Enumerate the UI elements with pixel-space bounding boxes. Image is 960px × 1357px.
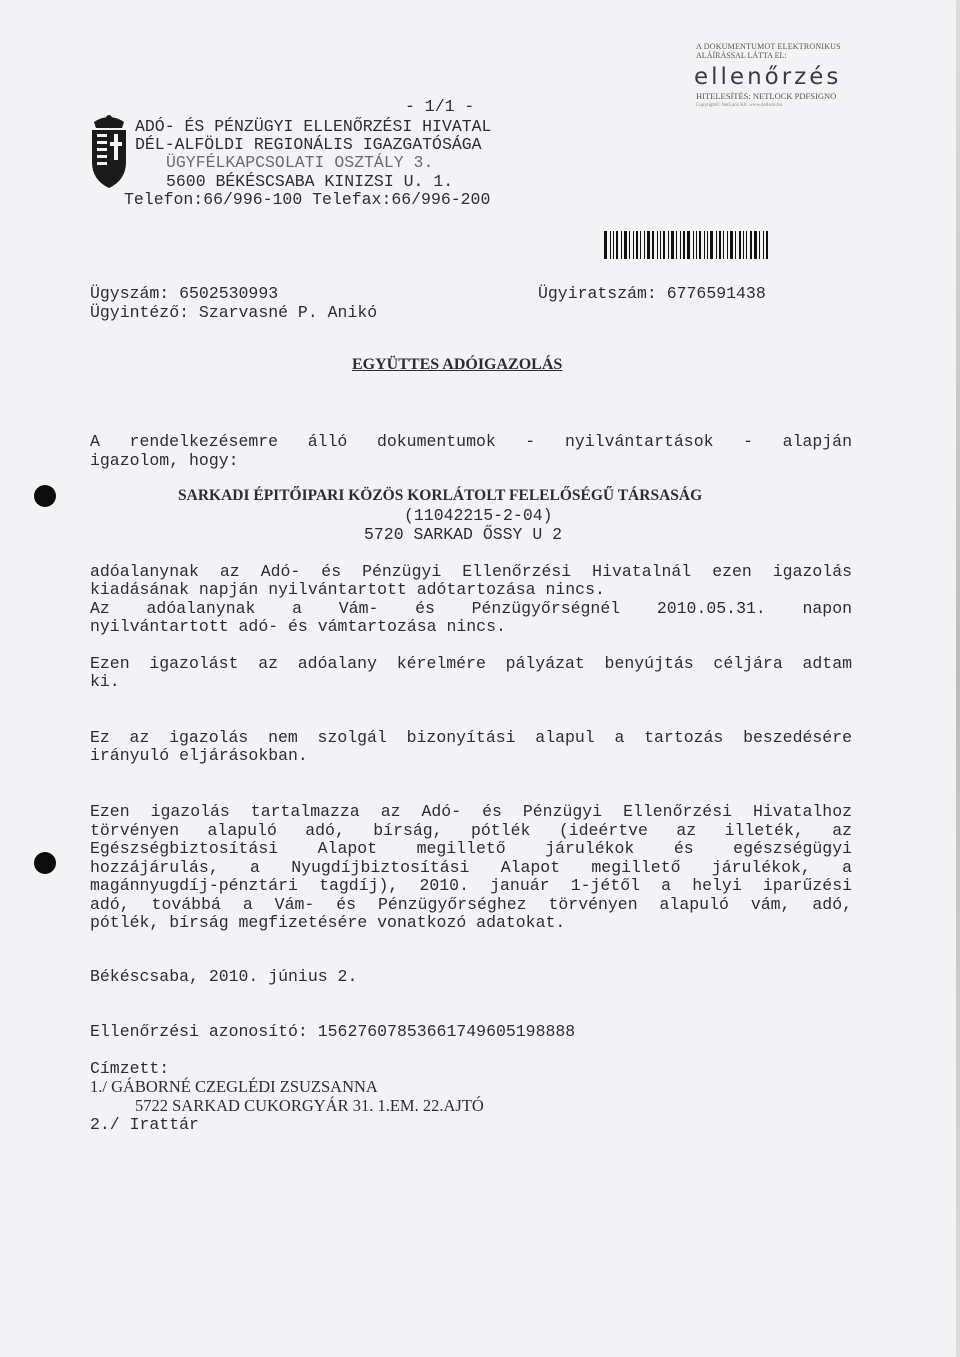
office-phone: Telefon:66/996-100 Telefax:66/996-200: [124, 190, 491, 209]
page-edge: [956, 0, 960, 1357]
barcode-bar: [719, 231, 721, 259]
barcode-bar: [735, 231, 736, 259]
barcode-bar: [610, 231, 611, 259]
punch-hole-bottom: [34, 852, 56, 874]
barcode-bar: [759, 231, 760, 259]
barcode-bar: [644, 231, 645, 259]
document-title: EGYÜTTES ADÓIGAZOLÁS: [352, 356, 563, 373]
para3-line-1: Ez az igazolás nem szolgál bizonyítási alapul a tartozás beszedésére: [90, 728, 852, 747]
case-officer: Ügyintéző: Szarvasné P. Anikó: [90, 303, 378, 322]
company-address: 5720 SARKAD ŐSSY U 2: [364, 525, 563, 544]
recipient-2: 2./ Irattár: [90, 1115, 199, 1134]
office-address: 5600 BÉKÉSCSABA KINIZSI U. 1.: [166, 172, 454, 191]
para1-line-2: kiadásának napján nyilvántartott adótartozása nincs.: [90, 580, 605, 599]
intro-line-2: igazolom, hogy:: [90, 451, 239, 470]
barcode-bar: [633, 231, 634, 259]
case-number: Ügyszám: 6502530993: [90, 284, 279, 303]
para4-line-2: törvényen alapuló adó, bírság, pótlék (ideértve az illeték, az: [90, 821, 852, 840]
para1-line-1: adóalanynak az Adó- és Pénzügyi Ellenőrzési Hivatalnál ezen igazolás: [90, 562, 852, 581]
barcode-bar: [657, 231, 658, 259]
barcode-bar: [668, 231, 669, 259]
company-tax-id: (11042215-2-04): [404, 506, 553, 525]
barcode-bar: [683, 231, 685, 259]
para3-line-2: irányuló eljárásokban.: [90, 746, 308, 765]
stamp-title: ellenőrzés: [694, 64, 842, 90]
intro-line-1: A rendelkezésemre álló dokumentumok - nyilvántartások - alapján: [90, 432, 852, 451]
barcode-bar: [707, 231, 708, 259]
barcode-bar: [730, 231, 733, 259]
barcode-bar: [696, 231, 697, 259]
office-name: ADÓ- ÉS PÉNZÜGYI ELLENŐRZÉSI HIVATAL: [135, 117, 492, 136]
office-region: DÉL-ALFÖLDI REGIONÁLIS IGAZGATÓSÁGA: [135, 135, 482, 154]
stamp-line-3: HITELESÍTÉS: NETLOCK PDFSIGNO: [696, 91, 837, 101]
electronic-signature-stamp: [696, 42, 896, 109]
barcode-bar: [687, 231, 690, 259]
file-number: Ügyiratszám: 6776591438: [538, 284, 766, 303]
barcode-bar: [652, 231, 654, 259]
barcode-bar: [629, 231, 630, 259]
barcode-bar: [647, 231, 650, 259]
barcode-bar: [727, 231, 728, 259]
barcode-bar: [613, 231, 614, 259]
barcode-bar: [746, 231, 747, 259]
recipient-1-address: 5722 SARKAD CUKORGYÁR 31. 1.EM. 22.AJTÓ: [135, 1096, 484, 1115]
barcode-bar: [739, 231, 741, 259]
para2-line-2: ki.: [90, 672, 120, 691]
recipient-1: 1./ GÁBORNÉ CZEGLÉDI ZSUZSANNA: [90, 1077, 378, 1096]
barcode-bar: [624, 231, 627, 259]
barcode-bar: [699, 231, 701, 259]
stamp-line-2: ALÁÍRÁSSAL LÁTTA EL:: [696, 51, 787, 60]
company-name: SARKADI ÉPITŐIPARI KÖZÖS KORLÁTOLT FELELŐSÉGŰ TÁRSASÁG: [178, 487, 703, 504]
barcode-bar: [766, 231, 768, 259]
barcode-bar: [754, 231, 757, 259]
barcode-bar: [743, 231, 744, 259]
barcode-bar: [616, 231, 618, 259]
barcode-bar: [663, 231, 665, 259]
barcode: [604, 231, 776, 259]
barcode-bar: [680, 231, 681, 259]
stamp-line-1: A DOKUMENTUMOT ELEKTRONIKUS: [696, 42, 841, 51]
barcode-bar: [621, 231, 622, 259]
issue-date: Békéscsaba, 2010. június 2.: [90, 967, 358, 986]
para4-line-4: hozzájárulás, a Nyugdíjbiztosítási Alapot megillető járulékok, a: [90, 858, 852, 877]
para1-line-3: Az adóalanynak a Vám- és Pénzügyőrségnél 2010.05.31. napon: [90, 599, 852, 618]
para4-line-6: adó, továbbá a Vám- és Pénzügyőrséghez törvényen alapuló vám, adó,: [90, 895, 852, 914]
para1-line-4: nyilvántartott adó- és vámtartozása nincs.: [90, 617, 506, 636]
barcode-bar: [604, 231, 607, 259]
barcode-bar: [716, 231, 717, 259]
barcode-bar: [676, 231, 677, 259]
barcode-bar: [763, 231, 764, 259]
para2-line-1: Ezen igazolást az adóalany kérelmére pályázat benyújtás céljára adtam: [90, 654, 852, 673]
punch-hole-top: [34, 485, 56, 507]
coat-of-arms-icon: [88, 112, 130, 190]
barcode-bar: [636, 231, 638, 259]
barcode-bar: [660, 231, 661, 259]
para4-line-5: magánnyugdíj-pénztári tagdíj), 2010. január 1-jétől a helyi iparűzési: [90, 876, 852, 895]
para4-line-3: Egészségbiztosítási Alapot megillető járulékok és egészségügyi: [90, 839, 852, 858]
barcode-bar: [723, 231, 724, 259]
para4-line-1: Ezen igazolás tartalmazza az Adó- és Pénzügyi Ellenőrzési Hivatalhoz: [90, 802, 852, 821]
office-department: ÜGYFÉLKAPCSOLATI OSZTÁLY 3.: [166, 153, 434, 172]
check-id: Ellenőrzési azonosító: 15627607853661749605198888: [90, 1022, 576, 1041]
page-number: - 1/1 -: [405, 97, 475, 116]
barcode-bar: [671, 231, 674, 259]
para4-line-7: pótlék, bírság megfizetésére vonatkozó adatokat.: [90, 913, 566, 932]
recipients-label: Címzett:: [90, 1059, 170, 1078]
barcode-bar: [693, 231, 694, 259]
barcode-bar: [710, 231, 713, 259]
barcode-bar: [750, 231, 752, 259]
barcode-bar: [704, 231, 705, 259]
barcode-bar: [640, 231, 641, 259]
stamp-line-4: Copyright© NetLock Kft. www.netlock.hu: [696, 103, 782, 108]
